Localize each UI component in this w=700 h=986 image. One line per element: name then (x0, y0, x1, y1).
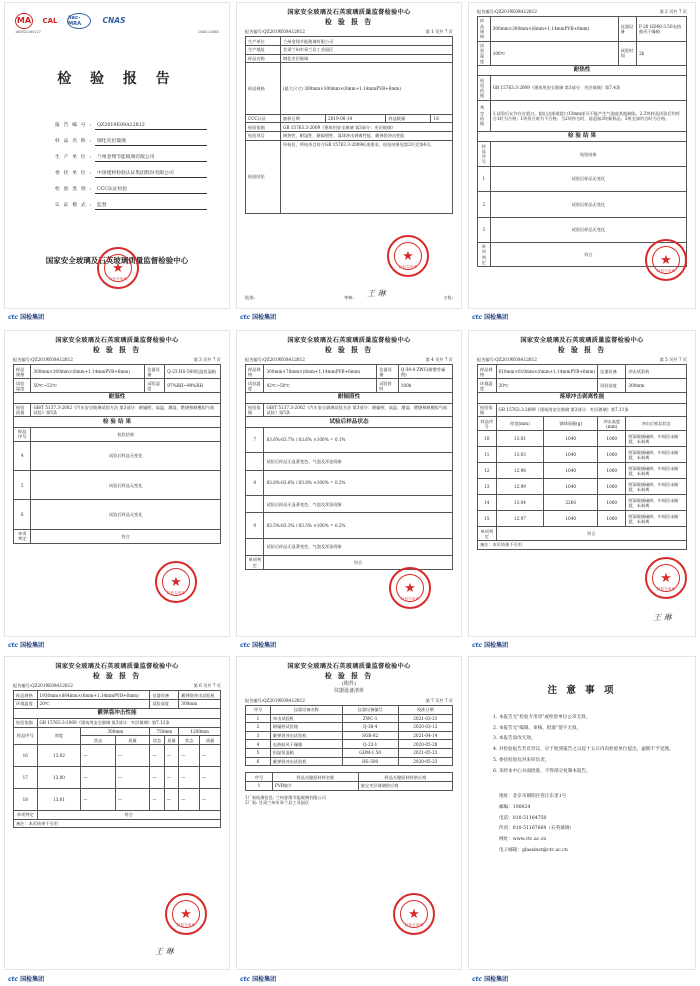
field-value: 监督 (95, 203, 207, 210)
list-item: 3. 本报告涂改无效。 (493, 736, 536, 742)
signatures: 批准: 审核: 主检: (245, 295, 453, 300)
report-page-1 (236, 2, 462, 309)
table-row: 14 13.04 2260 1000 两面玻璃破碎，中间层未断裂，未剥离 (478, 495, 687, 511)
footer-brand: ctc 国检集团 (8, 642, 45, 649)
cnas-logo: CNAS (102, 16, 126, 26)
official-seal: ★ 检验专用章 (393, 893, 435, 935)
table-row: 3 霰弹袋冲击试验机 SGB-02 2021-04-14 (246, 731, 453, 740)
notices-list (493, 715, 681, 774)
field-value: 兰州金翔节能玻璃有限公司 (95, 155, 207, 162)
logo-caption: 180002160127 (15, 30, 41, 34)
heat-resistance-table: 样品规格 300mm×300mm×(6mm+1.14mmPVB+6mm) 仪器设备 F-20 GD60-3.5S电热鼓风干燥箱 试验温度 100℃ 试验时间 2h 耐热性 检验依据 GB 15763.3-2009《建筑用安全玻璃 第3部分：夹层玻璃》第7.4条 判定依据 1.试验后允许存在裂口，超出边部或裂口13mm部分不能产生气泡或其他缺陷。2.3块样品试验后均符合1时为合格；1块符合时为不合格；当2块符合时，再追加3块新样品，3块全部符合时为合格。 检 验 结 果 样品序号 检验结果 1 试验后样品无变化 2 试验后样品无变化 3 试验后样品无变化 单项判定 符合 (477, 16, 687, 267)
table-row: 10 13.01 1040 1000 两面玻璃破碎，中间层未断裂，未剥离 (478, 431, 687, 447)
field-label: 生产单位: (55, 154, 91, 160)
materials-table: 序号 样品关键原材料名称 样品关键原材料供应商 1 PVB胶片 胶宝夹层玻璃供应商 (245, 772, 453, 790)
footer-brand: ctc 国检集团 (240, 314, 277, 321)
report-page-2: 报告编号:QZ2019E09A12812 第 2 页共 7 页 样品规格 300mm×300mm×(6mm+1.14mmPVB+6mm) 仪器设备 F-20 GD60-3.5S电热鼓风干燥箱 试验温度 100℃ 试验时间 2h 耐热性 检验依据 GB 15763.3-2009《建筑用安全玻璃 第3部分：夹层玻璃》第7.4条 判定依据 1.试验后允许存在裂口，超出边部或裂口13mm部分不能产生气泡或其他缺陷。2.3块样品试验后均符合1时为合格；1块符合时为不合格；当2块符合时，再追加3块新样品，3块全部符合时为合格。 检 验 结 果 样品序号 检验结果 1 试验后样品无变化 2 试验后样品无变化 3 试验后样品无变化 单项判定 符合 ★ 检验专用章 (468, 2, 696, 309)
table-row: 15 12.97 1040 1000 两面玻璃破碎，中间层未断裂，未剥离 (478, 511, 687, 527)
field-label: 报告编号: (55, 122, 91, 128)
radiation-table: 样品规格 300mm×76mm×(6mm+1.14mmPVB+6mm) 仪器设备 Q-38-4 ZWC(耐紫外辐照) 试验温度 42℃~50℃ 试验时间 100h 耐辐照性 检验依据 GB/T 5137.3-2002《汽车安全玻璃试验方法 第3部分：耐辐照、高温、潮湿、燃烧和耐模拟气候试验》第5条 试验后样品状态 7 83.6%-83.7% / 83.6% ×100% = 0.1% 试验后样品无显著变色、气泡及浑浊现象 8 83.8%-83.6% / 83.8% ×100% = 0.2% 试验后样品无显著变色、气泡及浑浊现象 9 83.5%-83.3% / 83.5% ×100% = 0.2% 试验后样品无显著变色、气泡及浑浊现象 单项判定 符合 (245, 364, 453, 569)
field-label: 认证模式: (55, 202, 91, 208)
report-page-5: 国家安全玻璃及石英玻璃质量监督检验中心 检 验 报 告 报告编号:QZ2019E09A12812 第 5 页共 7 页 样品规格 610mm×610mm×(6mm+1.14mmPVB+6mm) 仪器设备 冲击试验机 环境温度 20℃ 试验高度 300mm 落球冲击剥离性能 检验依据 GB 15763.3-2009《建筑用安全玻璃 第3部分：夹层玻璃》第7.11条 样品序号 厚度(mm) 钢球质量(g) 冲击高度(mm) 冲击后样品状态 10 13.01 1040 1000 两面玻璃破碎，中间层未断裂，未剥离 11 13.03 1040 1000 两面玻璃破碎，中间层未断裂，未剥离 12 12.98 1040 1000 两面玻璃破碎，中间层未断裂，未剥离 13 12.99 1040 1000 两面玻璃破碎，中间层未断裂，未剥离 14 13.04 2260 1000 两面玻璃破碎，中间层未断裂，未剥离 15 12.97 1040 1000 两面玻璃破碎，中间层未断裂，未剥离 单项判定 符合 备注：本页结果不引用 ★ 检验专用章 王 琳 (468, 330, 696, 637)
official-seal: ★ 检验专用章 (165, 893, 207, 935)
table-row: 5 恒温恒湿箱 GDM-1.50 2021-05-23 (246, 749, 453, 758)
report-page-3: 国家安全玻璃及石英玻璃质量监督检验中心 检 验 报 告 报告编号:QZ2019E09A12812 第 3 页共 7 页 样品规格 300mm×300mm×(6mm+1.14mmPVB+6mm) 仪器设备 Q-23 HS-500恒温恒湿箱 试验温度 50℃~52℃ 试验湿度 97%RH~99%RH 耐湿性 检验依据 GB/T 5137.3-2002《汽车安全玻璃试验方法 第3部分：耐辐照、高温、潮湿、燃烧和耐模拟气候试验》第5条 检 验 结 果 样品序号 检验结果 4 试验后样品无变化 5 试验后样品无变化 6 试验后样品无变化 单项判定 符合 ★ 检验专用章 (4, 330, 230, 637)
list-item: 5. 委托检验仅对来样负责。 (493, 757, 550, 763)
cal-logo: CAL (42, 16, 58, 25)
official-seal: ★ 检验专用章 (155, 561, 197, 603)
table-row: 16 13.02 — — — — — — (14, 744, 221, 766)
field-label: 检验类别: (55, 186, 91, 192)
center-name: 国家安全玻璃及石英玻璃质量监督检验中心 (287, 9, 411, 16)
report-summary-table: 生产单位 兰州金翔节能玻璃有限公司 生产地址 甘肃兰州市皋兰县工业园区 样品名称 钢化夹层玻璃 样品规格 (最大尺寸) 300mm×300mm×(6mm+1.14mmPVB+6mm) CCC认证 抽样日期 2019-08-14 样品数量 18 检验依据 GB 15763.3-2009《建筑用安全玻璃 第3部分：夹层玻璃》 检验项目 耐热性、耐湿性、耐辐照性、落球冲击剥离性能、霰弹袋冲击性能 检验结论 经检验，所检项目符合GB 15763.3-2009标准要求。检验结果见第2页至第4页。 (245, 36, 453, 214)
table-row: 18 13.01 — — — — — — (14, 788, 221, 810)
footer-brand: ctc 国检集团 (240, 642, 277, 649)
shot-bag-table: 样品规格 1930mm×864mm×(6mm+1.14mmPVB+6mm) 仪器设备 霰弹袋冲击试验机 环境温度 20℃ 试验高度 300mm 霰弹袋冲击性能 检验依据 GB 15763.3-2009《建筑用安全玻璃 第3部分：夹层玻璃》第7.12条 样品序号 厚度 300mm 750mm 1200mm 状态 质量 状态 质量 状态 质量 16 13.02 — — — — — — 17 13.00 — — — — — — 18 13.01 — — — — — — 单项判定 符合 备注：本页结果不引用 (13, 690, 221, 828)
cover-page (4, 2, 230, 309)
star-icon: ★ (404, 581, 416, 596)
cover-organization: 国家安全玻璃及石英玻璃质量监督检验中心 (45, 255, 189, 265)
page-number: 第 1 页共 7 页 (425, 29, 453, 35)
list-item: 6. 未经本中心书面批准，不得部分复制本报告。 (493, 768, 591, 774)
table-row: 6 霰弹袋冲击试验机 HS-500 2020-05-23 (246, 757, 453, 766)
ball-drop-table: 样品规格 610mm×610mm×(6mm+1.14mmPVB+6mm) 仪器设备 冲击试验机 环境温度 20℃ 试验高度 300mm 落球冲击剥离性能 检验依据 GB 15763.3-2009《建筑用安全玻璃 第3部分：夹层玻璃》第7.11条 样品序号 厚度(mm) 钢球质量(g) 冲击高度(mm) 冲击后样品状态 10 13.01 1040 1000 两面玻璃破碎，中间层未断裂，未剥离 11 13.03 1040 1000 两面玻璃破碎，中间层未断裂，未剥离 12 12.98 1040 1000 两面玻璃破碎，中间层未断裂，未剥离 13 12.99 1040 1000 两面玻璃破碎，中间层未断裂，未剥离 14 13.04 2260 1000 两面玻璃破碎，中间层未断裂，未剥离 15 12.97 1040 1000 两面玻璃破碎，中间层未断裂，未剥离 单项判定 符合 备注：本页结果不引用 (477, 364, 687, 549)
equipment-table: 序号 仪器设备名称 仪器设备编号 校准日期 1 冲击试验机 ZWC-1 2021-03-21 2 耐辐照试验箱 Q-38-4 2020-03-12 3 霰弹袋冲击试验机 SGB-02 2021-04-14 4 电热鼓风干燥箱 Q-22-1 2020-05-28 5 恒温恒湿箱 GDM-1.50 2021-05-23 6 霰弹袋冲击试验机 HS-500 2020-05-23 (245, 705, 453, 766)
star-icon: ★ (660, 571, 672, 586)
table-row: 1 PVB胶片 胶宝夹层玻璃供应商 (246, 781, 453, 790)
contact-info: 地址：北京市朝阳区管庄东里1号 邮编：100024 电话：010-51164750 传真：010-51167669（石英玻璃） 网址：www.ctc.ac.cn 电子邮箱：glassinst@ctc.ac.cn (499, 794, 575, 853)
field-value: CCC认证检验 (95, 187, 207, 194)
cover-info (55, 123, 229, 210)
cover-title: 检 验 报 告 (57, 71, 177, 88)
handwritten-signature: 王 琳 (367, 289, 386, 298)
list-item: 1. 本报告无"检验专用章"或检验单位公章无效。 (493, 714, 591, 720)
notices-title: 注 意 事 项 (547, 685, 617, 696)
table-row: 2 耐辐照试验箱 Q-38-4 2020-03-12 (246, 723, 453, 732)
footer-brand: ctc 国检集团 (472, 314, 509, 321)
star-icon: ★ (180, 907, 192, 922)
ilac-logo: ilac-MRA (67, 13, 91, 29)
handwritten-signature: 王 琳 (653, 613, 672, 622)
report-heading: 检 验 报 告 (324, 17, 374, 26)
note-line: 1厂家检测信息: 兰州金翔节能玻璃有限公司 (245, 794, 326, 800)
footer-brand: ctc 国检集团 (472, 976, 509, 983)
official-seal: ★ 检验专用章 (389, 567, 431, 609)
table-row: 1 冲击试验机 ZWC-1 2021-03-21 (246, 714, 453, 723)
star-icon: ★ (660, 253, 672, 268)
section-title: 耐热性 (478, 66, 687, 76)
handwritten-signature: 王 琳 (155, 947, 174, 956)
field-label: 委托单位: (55, 170, 91, 176)
report-page-6: 国家安全玻璃及石英玻璃质量监督检验中心 检 验 报 告 报告编号:QZ2019E09A12812 第 6 页共 7 页 样品规格 1930mm×864mm×(6mm+1.14mmPVB+6mm) 仪器设备 霰弹袋冲击试验机 环境温度 20℃ 试验高度 300mm 霰弹袋冲击性能 检验依据 GB 15763.3-2009《建筑用安全玻璃 第3部分：夹层玻璃》第7.12条 样品序号 厚度 300mm 750mm 1200mm 状态 质量 状态 质量 状态 质量 16 13.02 — — — — — — 17 13.00 — — — — — — 18 13.01 — — — — — — 单项判定 符合 备注：本页结果不引用 ★ 检验专用章 王 琳 (4, 656, 230, 970)
official-seal: ★ 检验专用章 (645, 239, 687, 281)
notices-page (468, 656, 696, 970)
field-value: QZ2019E09A12812 (95, 123, 207, 130)
footer-brand: ctc 国检集团 (8, 976, 45, 983)
field-value: 钢化夹层玻璃 (95, 139, 207, 146)
ma-logo: MA (15, 13, 33, 29)
footer-brand: ctc 国检集团 (472, 642, 509, 649)
official-seal: ★ 检验专用章 (645, 557, 687, 599)
list-item: 2. 本报告无"编制、审核、批准"签字无效。 (493, 725, 582, 731)
table-row: 13 12.99 1040 1000 两面玻璃破碎，中间层未断裂，未剥离 (478, 479, 687, 495)
field-value: 中国建材检验认证集团股份有限公司 (95, 171, 207, 178)
certification-logos (5, 3, 229, 29)
star-icon: ★ (112, 261, 124, 276)
logo-caption: CNAS L0660 (198, 30, 219, 34)
report-appendix-page: 国家安全玻璃及石英玻璃质量监督检验中心 检 验 报 告 (附件) 仪器设备清单 报告编号:QZ2019E09A12812 第 7 页共 7 页 序号 仪器设备名称 仪器设备编号 校准日期 1 冲击试验机 ZWC-1 2021-03-21 2 耐辐照试验箱 Q-38-4 2020-03-12 3 霰弹袋冲击试验机 SGB-02 2021-04-14 4 电热鼓风干燥箱 Q-22-1 2020-05-28 5 恒温恒湿箱 GDM-1.50 2021-05-23 6 霰弹袋冲击试验机 HS-500 2020-05-23 序号 样品关键原材料名称 样品关键原材料供应商 1 PVB胶片 胶宝夹层玻璃供应商 1厂家检测信息: 兰州金翔节能玻璃有限公司 2厂家: 甘肃兰州市皋兰县工业园区 ★ 检验专用章 (236, 656, 462, 970)
table-row: 12 12.98 1040 1000 两面玻璃破碎，中间层未断裂，未剥离 (478, 463, 687, 479)
seal-label: 检验专用章 (109, 276, 127, 281)
table-row: 17 13.00 — — — — — — (14, 766, 221, 788)
humidity-table: 样品规格 300mm×300mm×(6mm+1.14mmPVB+6mm) 仪器设备 Q-23 HS-500恒温恒湿箱 试验温度 50℃~52℃ 试验湿度 97%RH~99%RH 耐湿性 检验依据 GB/T 5137.3-2002《汽车安全玻璃试验方法 第3部分：耐辐照、高温、潮湿、燃烧和耐模拟气候试验》第5条 检 验 结 果 样品序号 检验结果 4 试验后样品无变化 5 试验后样品无变化 6 试验后样品无变化 单项判定 符合 (13, 364, 221, 543)
star-icon: ★ (402, 249, 414, 264)
table-row: 4 电热鼓风干燥箱 Q-22-1 2020-05-28 (246, 740, 453, 749)
footer-brand: ctc 国检集团 (240, 976, 277, 983)
table-row: 11 13.03 1040 1000 两面玻璃破碎，中间层未断裂，未剥离 (478, 447, 687, 463)
field-label: 样品名称: (55, 138, 91, 144)
official-seal (97, 247, 139, 289)
star-icon: ★ (408, 907, 420, 922)
star-icon: ★ (170, 575, 182, 590)
footer-brand: ctc 国检集团 (8, 314, 45, 321)
note-line: 2厂家: 甘肃兰州市皋兰县工业园区 (245, 799, 310, 805)
official-seal: ★ 检验专用章 (387, 235, 429, 277)
list-item: 4. 对检验报告若有异议，应于收到报告之日起十五日内向检验单位提出，逾期不予受理。 (493, 747, 674, 753)
report-number: 报告编号:QZ2019E09A12812 (245, 29, 305, 35)
report-page-4: 国家安全玻璃及石英玻璃质量监督检验中心 检 验 报 告 报告编号:QZ2019E09A12812 第 4 页共 7 页 样品规格 300mm×76mm×(6mm+1.14mmPVB+6mm) 仪器设备 Q-38-4 ZWC(耐紫外辐照) 试验温度 42℃~50℃ 试验时间 100h 耐辐照性 检验依据 GB/T 5137.3-2002《汽车安全玻璃试验方法 第3部分：耐辐照、高温、潮湿、燃烧和耐模拟气候试验》第5条 试验后样品状态 7 83.6%-83.7% / 83.6% ×100% = 0.1% 试验后样品无显著变色、气泡及浑浊现象 8 83.8%-83.6% / 83.8% ×100% = 0.2% 试验后样品无显著变色、气泡及浑浊现象 9 83.5%-83.3% / 83.5% ×100% = 0.2% 试验后样品无显著变色、气泡及浑浊现象 单项判定 符合 ★ 检验专用章 (236, 330, 462, 637)
